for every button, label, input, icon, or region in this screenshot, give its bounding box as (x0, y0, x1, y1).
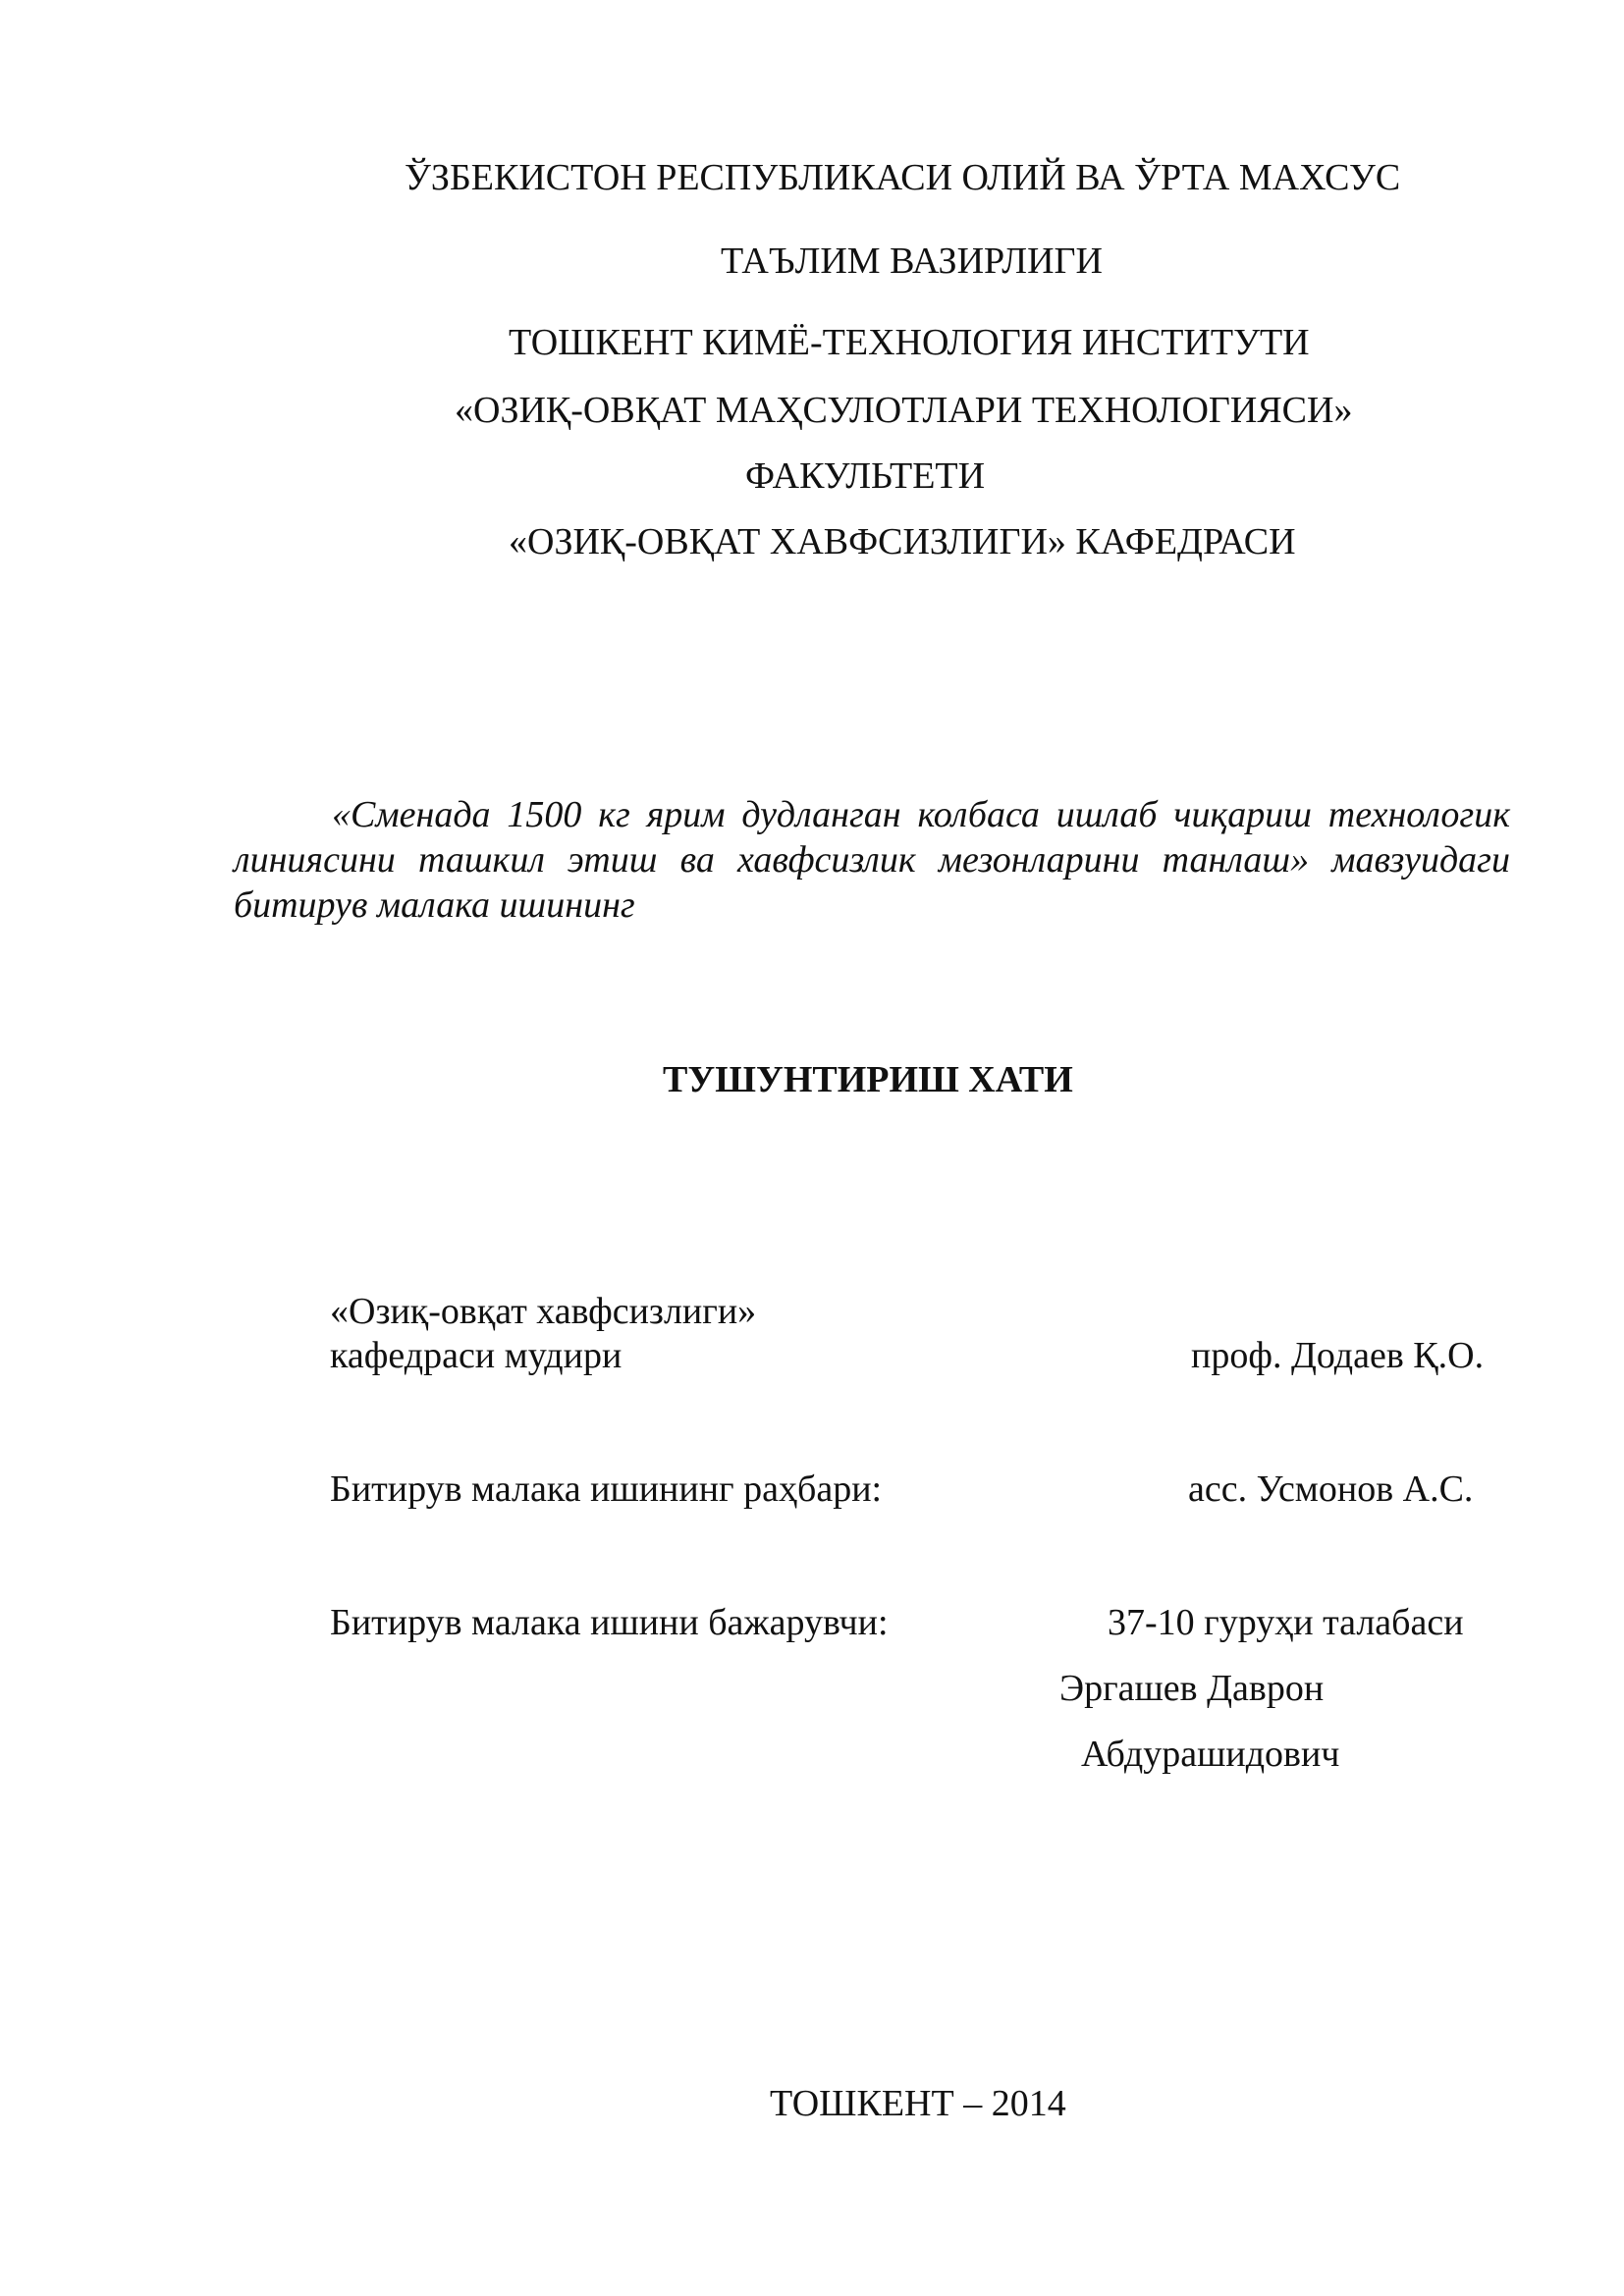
faculty-label: ФАКУЛЬТЕТИ (745, 455, 986, 497)
supervisor-name: асс. Усмонов А.С. (1188, 1468, 1474, 1510)
ministry-line-2: ТАЪЛИМ ВАЗИРЛИГИ (721, 240, 1103, 282)
supervisor-label: Битирув малака ишининг раҳбари: (330, 1468, 883, 1510)
student-group: 37-10 гуруҳи талабаси (1108, 1602, 1464, 1643)
head-label-line-2: кафедраси мудири (330, 1335, 623, 1376)
document-title: ТУШУНТИРИШ ХАТИ (663, 1059, 1073, 1100)
ministry-line-1: ЎЗБЕКИСТОН РЕСПУБЛИКАСИ ОЛИЙ ВА ЎРТА МАХСУС (405, 157, 1401, 198)
faculty-name: «ОЗИҚ-ОВҚАТ МАҲСУЛОТЛАРИ ТЕХНОЛОГИЯСИ» (455, 390, 1353, 431)
place-year: ТОШКЕНТ – 2014 (770, 2083, 1066, 2124)
student-name-line-2: Абдурашидович (1081, 1734, 1340, 1775)
institute-name: ТОШКЕНТ КИМЁ-ТЕХНОЛОГИЯ ИНСТИТУТИ (509, 322, 1310, 363)
head-label-line-1: «Озиқ-овқат хавфсизлиги» (330, 1291, 757, 1332)
student-label: Битирув малака ишини бажарувчи: (330, 1602, 889, 1643)
head-name: проф. Додаев Қ.О. (1191, 1335, 1485, 1376)
student-name-line-1: Эргашев Даврон (1059, 1668, 1325, 1709)
thesis-topic: «Сменада 1500 кг ярим дудланган колбаса ишлаб чиқариш технологик линиясини ташкил этиш ва хавфсизлик мезонларини танлаш» мавзуидаги битирув малака ишининг (234, 794, 1510, 926)
department-name: «ОЗИҚ-ОВҚАТ ХАВФСИЗЛИГИ» КАФЕДРАСИ (509, 521, 1296, 562)
